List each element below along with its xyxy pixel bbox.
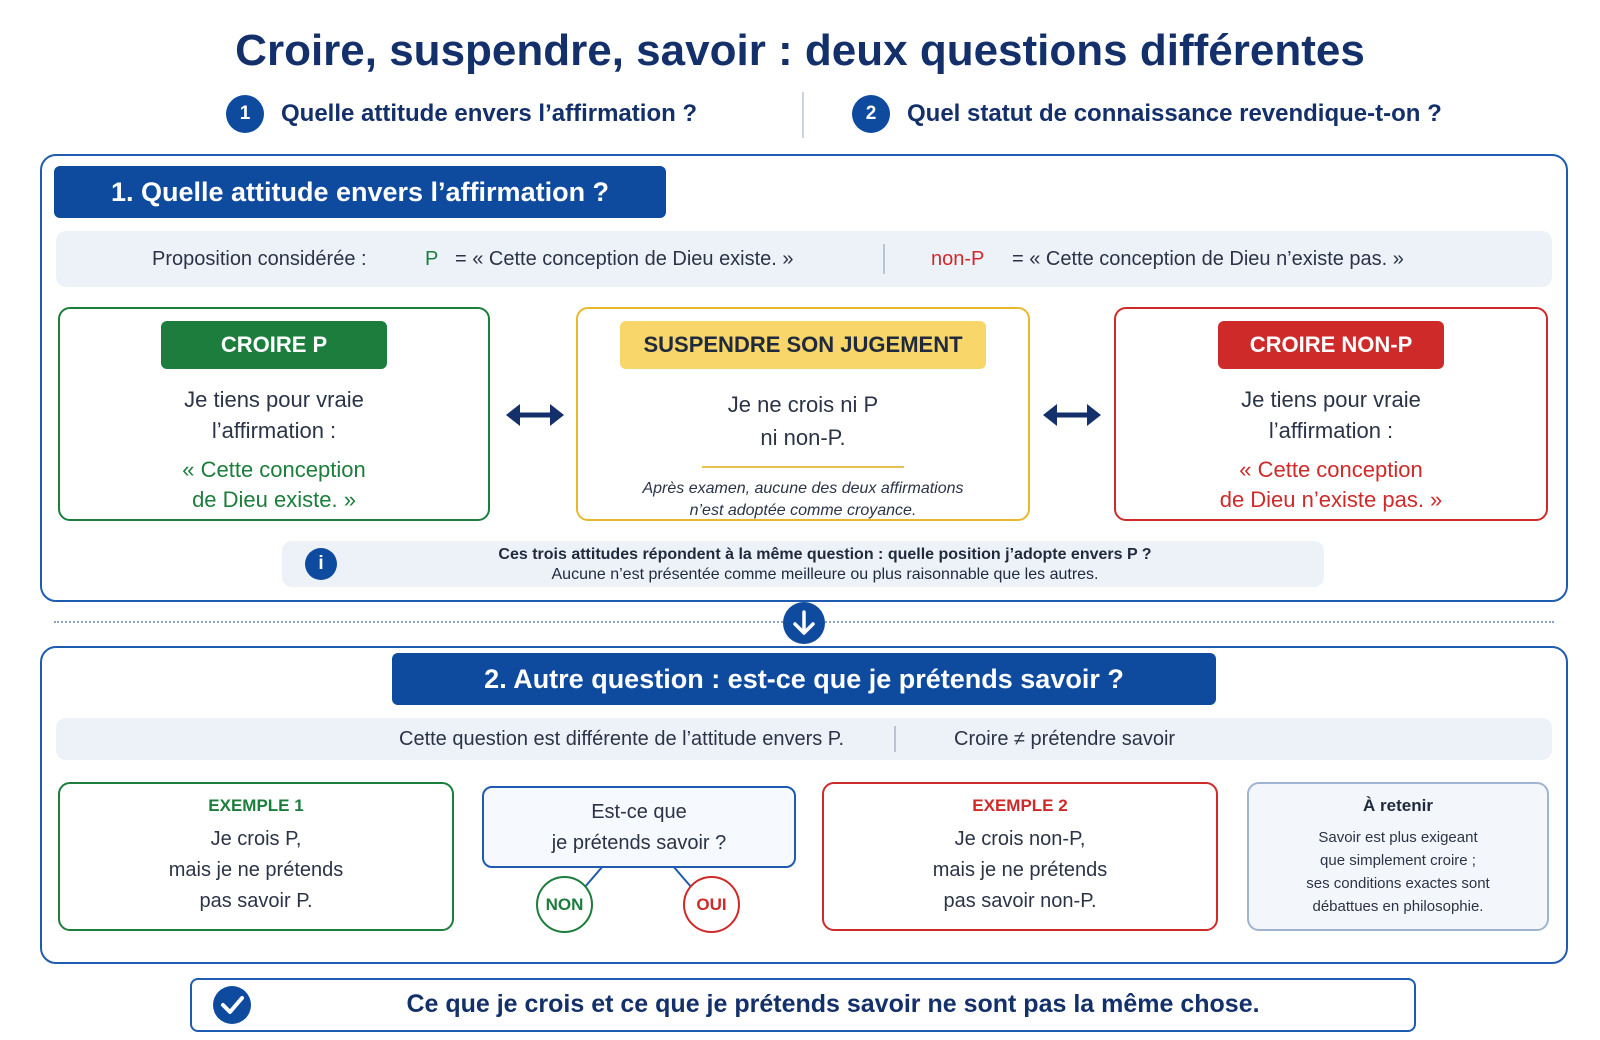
info-line-2: Aucune n’est présentée comme meilleure ou plus raisonnable que les autres. (551, 566, 1099, 583)
attitude-croire-p-quote-line-2: de Dieu existe. » (192, 487, 356, 512)
attitude-suspendre-line-1: Je ne crois ni P (727, 392, 879, 417)
question-2-text: Quel statut de connaissance revendique-t-on ? (907, 100, 1442, 127)
retain-text (1247, 826, 1549, 918)
p-symbol: P (425, 248, 439, 270)
question-box-line-2: je prétends savoir ? (551, 832, 727, 854)
section-2-strip-divider (894, 726, 896, 752)
attitude-suspendre-note-line-2: n’est adoptée comme croyance. (689, 502, 917, 519)
attitude-croire-p-line-2: l’affirmation : (211, 418, 337, 443)
section-1-header: 1. Quelle attitude envers l’affirmation ? (54, 166, 666, 218)
retain-line-3: ses conditions exactes sont (1306, 875, 1490, 892)
example-1-line-2: mais je ne prétends (168, 859, 344, 881)
attitude-croire-p-quote (58, 455, 490, 515)
attitude-croire-nonp-quote-line-1: « Cette conception (1239, 457, 1423, 482)
question-box (482, 786, 796, 868)
retain-line-4: débattues en philosophie. (1312, 898, 1484, 915)
example-1-text (58, 824, 454, 917)
question-2-number-badge: 2 (852, 95, 890, 133)
nonp-definition: = « Cette conception de Dieu n’existe pas. » (1012, 248, 1404, 270)
check-icon (212, 985, 252, 1025)
question-1-text: Quelle attitude envers l’affirmation ? (281, 100, 698, 127)
attitude-croire-nonp-label: CROIRE NON-P (1218, 321, 1444, 369)
retain-line-2: que simplement croire ; (1320, 852, 1476, 869)
retain-line-1: Savoir est plus exigeant (1318, 829, 1478, 846)
section-2-header: 2. Autre question : est-ce que je prétends savoir ? (392, 653, 1216, 705)
question-2 (852, 92, 1442, 136)
example-2-line-2: mais je ne prétends (932, 859, 1108, 881)
answer-non-circle: NON (536, 876, 593, 933)
nonp-symbol: non-P (931, 248, 985, 270)
example-1-line-3: pas savoir P. (199, 890, 313, 912)
proposition-label: Proposition considérée : (152, 248, 367, 270)
attitude-croire-p-quote-line-1: « Cette conception (182, 457, 366, 482)
example-1-line-1: Je crois P, (210, 828, 302, 850)
question-1-number-badge: 1 (226, 95, 264, 133)
page-title: Croire, suspendre, savoir : deux questions différentes (235, 26, 1365, 75)
attitude-croire-nonp-line-2: l’affirmation : (1268, 418, 1394, 443)
info-text (345, 545, 1305, 585)
double-arrow-left (506, 401, 564, 429)
attitude-croire-p-label: CROIRE P (161, 321, 387, 369)
attitude-suspendre-label: SUSPENDRE SON JUGEMENT (620, 321, 986, 369)
conclusion-text: Ce que je crois et ce que je prétends savoir ne sont pas la même chose. (406, 990, 1260, 1018)
example-1-label: EXEMPLE 1 (208, 796, 304, 815)
double-arrow-right (1043, 401, 1101, 429)
attitude-croire-nonp-quote (1114, 455, 1548, 515)
p-definition: = « Cette conception de Dieu existe. » (455, 248, 794, 270)
info-icon: i (305, 548, 337, 580)
attitude-croire-nonp-quote-line-2: de Dieu n’existe pas. » (1219, 487, 1443, 512)
example-2-label: EXEMPLE 2 (972, 796, 1068, 815)
example-2-line-1: Je crois non-P, (954, 828, 1086, 850)
attitude-croire-p-text (58, 384, 490, 446)
attitude-suspendre-note-line-1: Après examen, aucune des deux affirmations (642, 480, 964, 497)
retain-title: À retenir (1363, 796, 1433, 815)
example-2-text (822, 824, 1218, 917)
proposition-divider (883, 244, 885, 274)
attitude-suspendre-note (576, 478, 1030, 522)
suspendre-divider (702, 466, 904, 468)
arrow-down-icon (782, 601, 826, 645)
question-box-line-1: Est-ce que (591, 801, 687, 823)
section-2-strip-right: Croire ≠ prétendre savoir (954, 728, 1176, 750)
attitude-suspendre-text (576, 388, 1030, 454)
section-2-strip-left: Cette question est différente de l’attitude envers P. (399, 728, 845, 750)
info-line-1: Ces trois attitudes répondent à la même question : quelle position j’adopte envers P ? (498, 546, 1152, 563)
question-1 (226, 92, 697, 136)
example-2-line-3: pas savoir non-P. (943, 890, 1097, 912)
attitude-croire-p-line-1: Je tiens pour vraie (184, 387, 364, 412)
attitude-croire-nonp-line-1: Je tiens pour vraie (1241, 387, 1421, 412)
attitude-suspendre-line-2: ni non-P. (760, 425, 846, 450)
attitude-croire-nonp-text (1114, 384, 1548, 446)
answer-oui-circle: OUI (683, 876, 740, 933)
question-separator (802, 92, 804, 138)
